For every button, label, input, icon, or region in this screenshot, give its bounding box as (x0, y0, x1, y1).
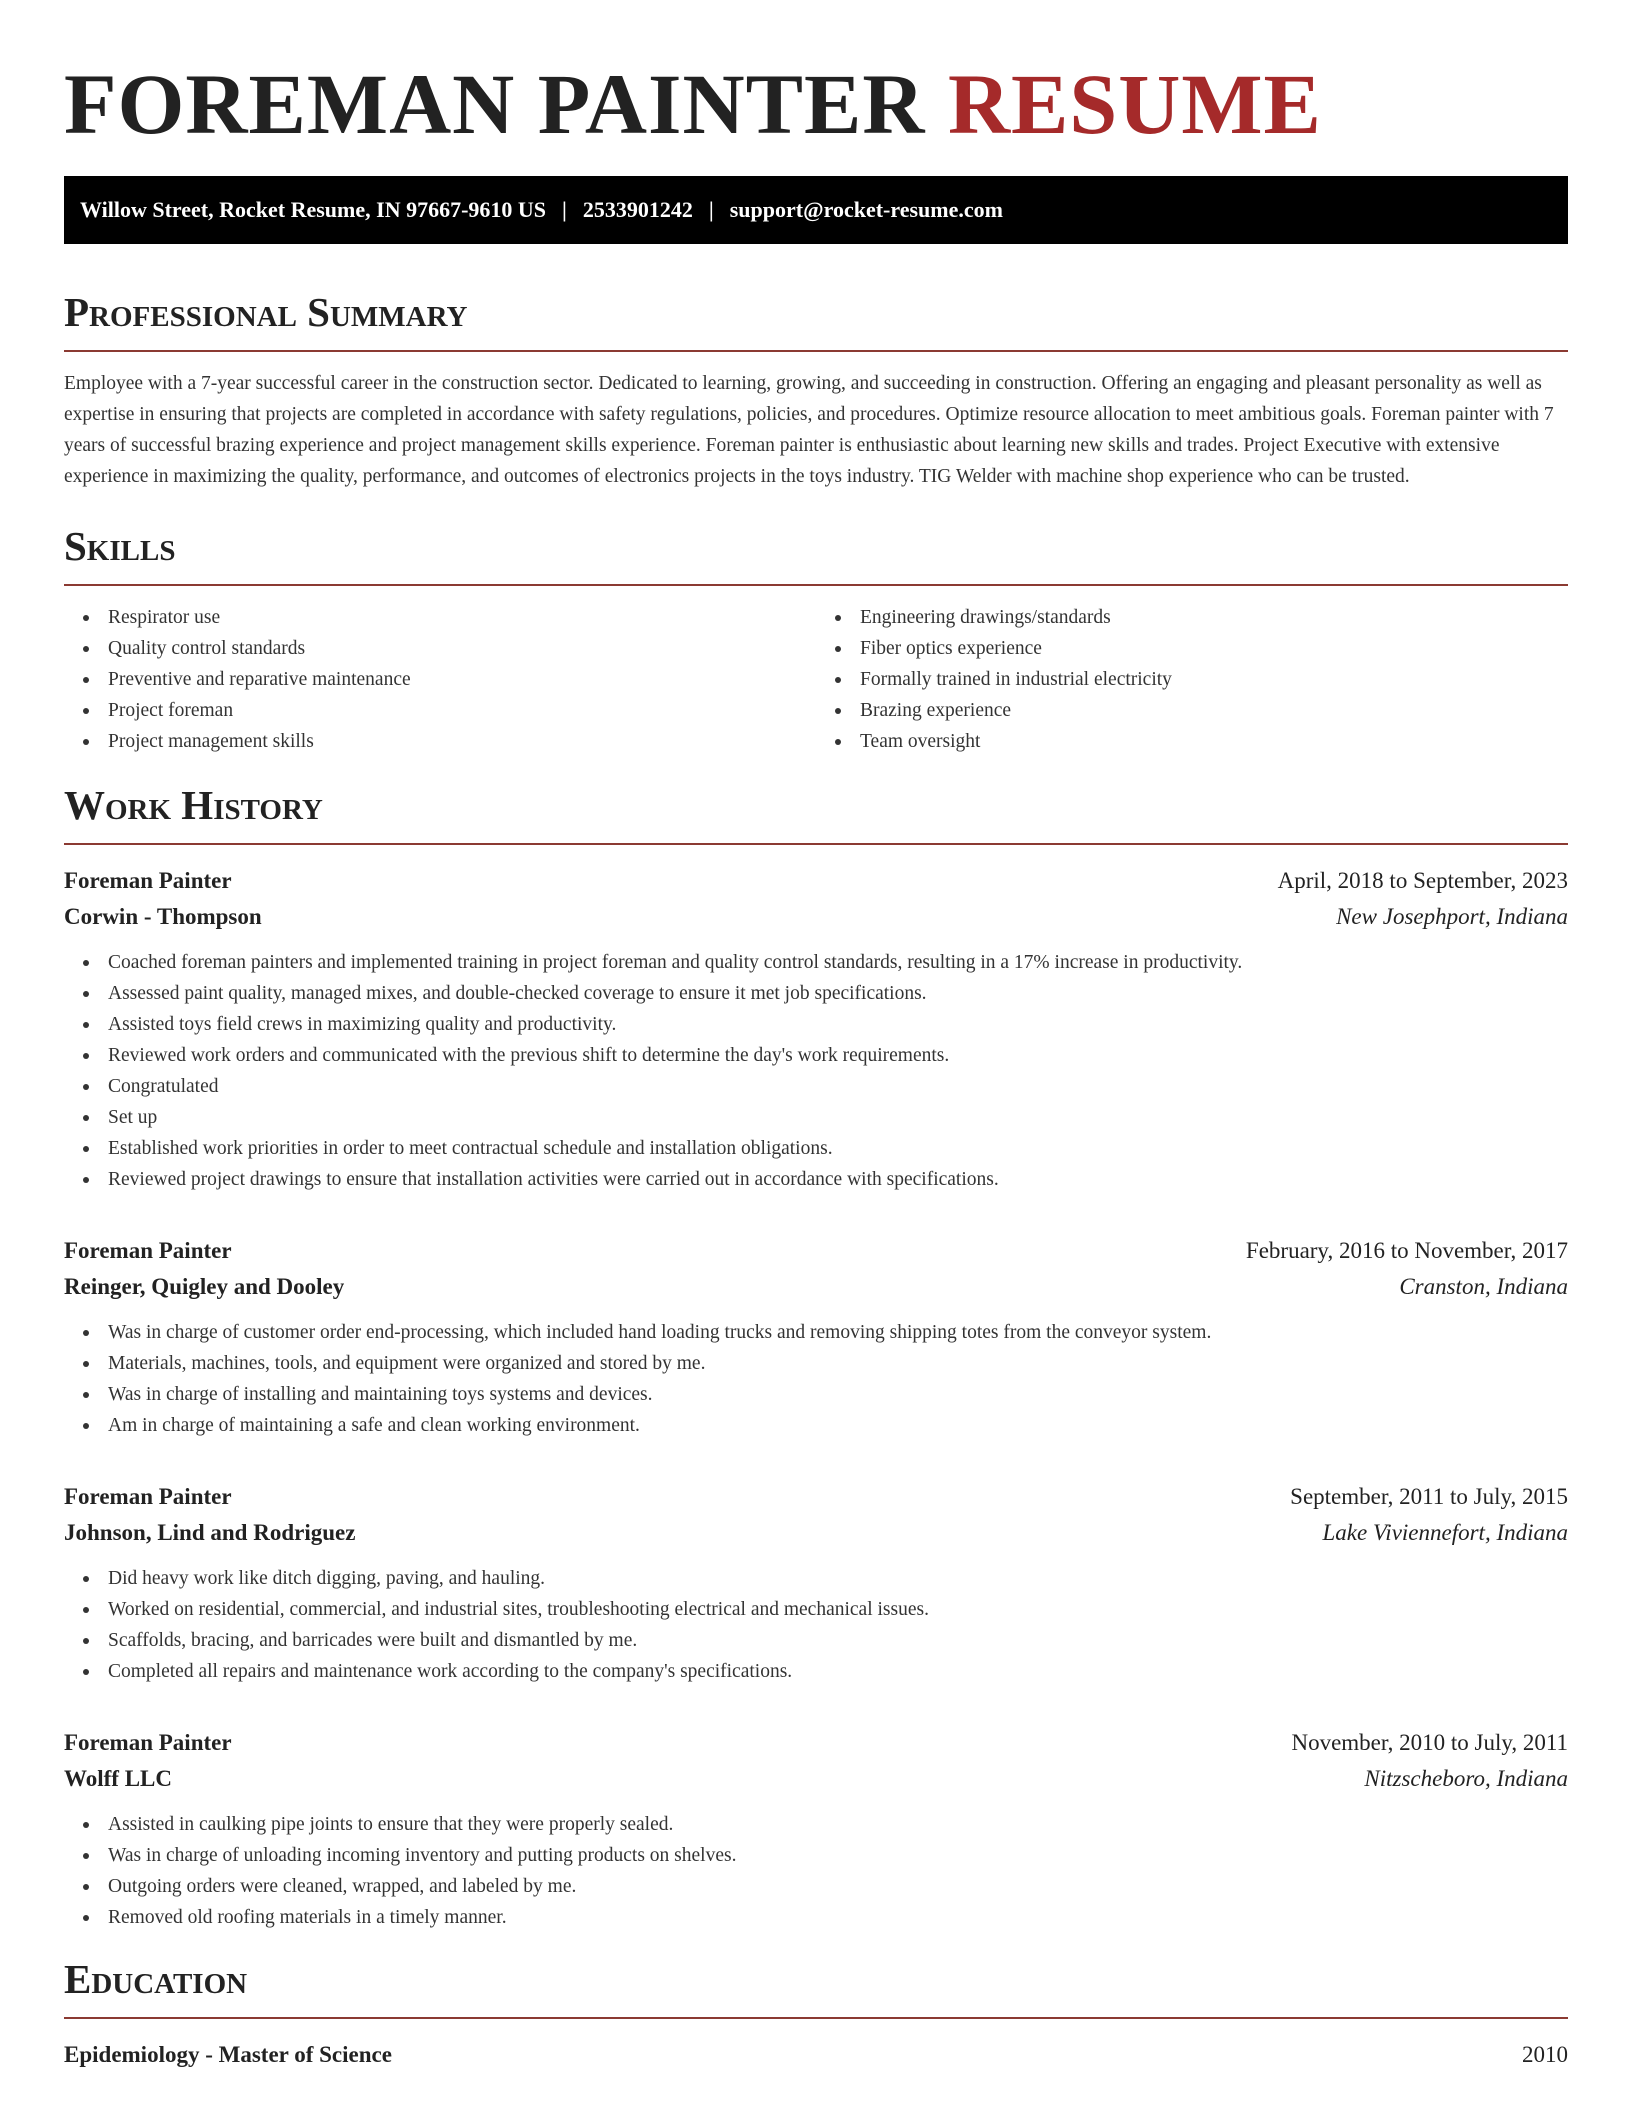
job-company: Reinger, Quigley and Dooley (64, 1274, 345, 1299)
job-title: Foreman Painter (64, 1238, 232, 1263)
contact-email: support@rocket-resume.com (729, 197, 1003, 222)
job-entry (64, 1479, 1568, 1687)
contact-separator: | (562, 197, 567, 222)
education-row (64, 2037, 1568, 2073)
skill-item: Team oversight (860, 726, 1568, 757)
resume-title (64, 56, 1568, 152)
skills-list (64, 602, 1568, 757)
job-bullet: Reviewed work orders and communicated with the previous shift to determine the day's work requirements. (108, 1040, 1568, 1071)
job-bullet: Congratulated (108, 1071, 1568, 1102)
title-main: FOREMAN PAINTER (64, 56, 926, 152)
education-degree: Epidemiology - Master of Science (64, 2042, 392, 2067)
job-bullet: Scaffolds, bracing, and barricades were built and dismantled by me. (108, 1625, 1568, 1656)
job-dates: April, 2018 to September, 2023 (1277, 868, 1568, 893)
skill-item: Quality control standards (108, 633, 816, 664)
job-company: Johnson, Lind and Rodriguez (64, 1520, 356, 1545)
summary-text: Employee with a 7-year successful career in the construction sector. Dedicated to learning, growing, and succeeding in construction. Offering an engaging and pleasant personality as well as expertise in ensuring that projects are completed in accordance with safety regulations, policies, and procedures. Optimize resource allocation to meet ambitious goals. Foreman painter with 7 years of successful brazing experience and project management skills experience. Foreman painter is enthusiastic about learning new skills and trades. Project Executive with extensive experience in maximizing the quality, performance, and outcomes of electronics projects in the toys industry. TIG Welder with machine shop experience who can be trusted. (64, 373, 1554, 487)
education-year: 2010 (1522, 2042, 1568, 2067)
job-bullets (64, 947, 1568, 1195)
job-bullet: Completed all repairs and maintenance work according to the company's specifications. (108, 1656, 1568, 1687)
job-header-row (64, 1233, 1568, 1269)
job-company-row (64, 1761, 1568, 1797)
job-bullet: Removed old roofing materials in a timely manner. (108, 1902, 1568, 1933)
skill-item: Brazing experience (860, 695, 1568, 726)
resume-content (64, 56, 1568, 2073)
job-bullet: Did heavy work like ditch digging, paving, and hauling. (108, 1563, 1568, 1594)
job-company-row (64, 1515, 1568, 1551)
job-bullet: Assisted in caulking pipe joints to ensure that they were properly sealed. (108, 1809, 1568, 1840)
job-title: Foreman Painter (64, 1730, 232, 1755)
education-entry (64, 2037, 1568, 2073)
job-header-row (64, 1479, 1568, 1515)
job-bullet: Coached foreman painters and implemented training in project foreman and quality control standards, resulting in a 17% increase in productivity. (108, 947, 1568, 978)
skill-item: Formally trained in industrial electricity (860, 664, 1568, 695)
job-location: Cranston, Indiana (1399, 1274, 1568, 1299)
contact-bar (64, 176, 1568, 244)
job-bullet: Established work priorities in order to meet contractual schedule and installation obligations. (108, 1133, 1568, 1164)
education-heading: Education (64, 1955, 1568, 2019)
job-bullet: Was in charge of customer order end-processing, which included hand loading trucks and removing shipping totes from the conveyor system. (108, 1317, 1568, 1348)
job-bullets (64, 1809, 1568, 1933)
summary-heading: Professional Summary (64, 288, 1568, 352)
skills-column-left (64, 602, 816, 757)
job-bullet: Reviewed project drawings to ensure that installation activities were carried out in accordance with specifications. (108, 1164, 1568, 1195)
job-bullet: Assessed paint quality, managed mixes, and double-checked coverage to ensure it met job specifications. (108, 978, 1568, 1009)
job-bullet: Was in charge of installing and maintaining toys systems and devices. (108, 1379, 1568, 1410)
job-header-row (64, 1725, 1568, 1761)
contact-phone: 2533901242 (582, 197, 693, 222)
job-bullet: Assisted toys field crews in maximizing quality and productivity. (108, 1009, 1568, 1040)
job-header-row (64, 863, 1568, 899)
job-company-row (64, 1269, 1568, 1305)
job-bullet: Materials, machines, tools, and equipment were organized and stored by me. (108, 1348, 1568, 1379)
job-bullet: Outgoing orders were cleaned, wrapped, and labeled by me. (108, 1871, 1568, 1902)
job-dates: September, 2011 to July, 2015 (1290, 1484, 1568, 1509)
job-bullet: Am in charge of maintaining a safe and clean working environment. (108, 1410, 1568, 1441)
job-location: New Josephport, Indiana (1336, 904, 1568, 929)
job-bullet: Was in charge of unloading incoming inventory and putting products on shelves. (108, 1840, 1568, 1871)
skill-item: Engineering drawings/standards (860, 602, 1568, 633)
job-company: Wolff LLC (64, 1766, 172, 1791)
skill-item: Fiber optics experience (860, 633, 1568, 664)
contact-separator: | (708, 197, 714, 222)
job-bullet: Set up (108, 1102, 1568, 1133)
job-bullets (64, 1563, 1568, 1687)
job-dates: November, 2010 to July, 2011 (1291, 1730, 1568, 1755)
job-bullet: Worked on residential, commercial, and industrial sites, troubleshooting electrical and mechanical issues. (108, 1594, 1568, 1625)
skill-item: Preventive and reparative maintenance (108, 664, 816, 695)
title-accent: RESUME (947, 56, 1322, 152)
job-entry (64, 1725, 1568, 1933)
skills-column-right (816, 602, 1568, 757)
job-company-row (64, 899, 1568, 935)
skill-item: Project management skills (108, 726, 816, 757)
job-title: Foreman Painter (64, 1484, 232, 1509)
job-dates: February, 2016 to November, 2017 (1245, 1238, 1568, 1263)
skill-item: Respirator use (108, 602, 816, 633)
job-title: Foreman Painter (64, 868, 232, 893)
job-bullets (64, 1317, 1568, 1441)
contact-address: Willow Street, Rocket Resume, IN 97667-9610 US (80, 197, 547, 222)
job-location: Nitzscheboro, Indiana (1364, 1766, 1568, 1791)
work-history-heading: Work History (64, 781, 1568, 845)
skills-heading: Skills (64, 522, 1568, 586)
job-entry (64, 1233, 1568, 1441)
job-location: Lake Viviennefort, Indiana (1322, 1520, 1568, 1545)
job-company: Corwin - Thompson (64, 904, 262, 929)
skill-item: Project foreman (108, 695, 816, 726)
job-entry (64, 863, 1568, 1195)
